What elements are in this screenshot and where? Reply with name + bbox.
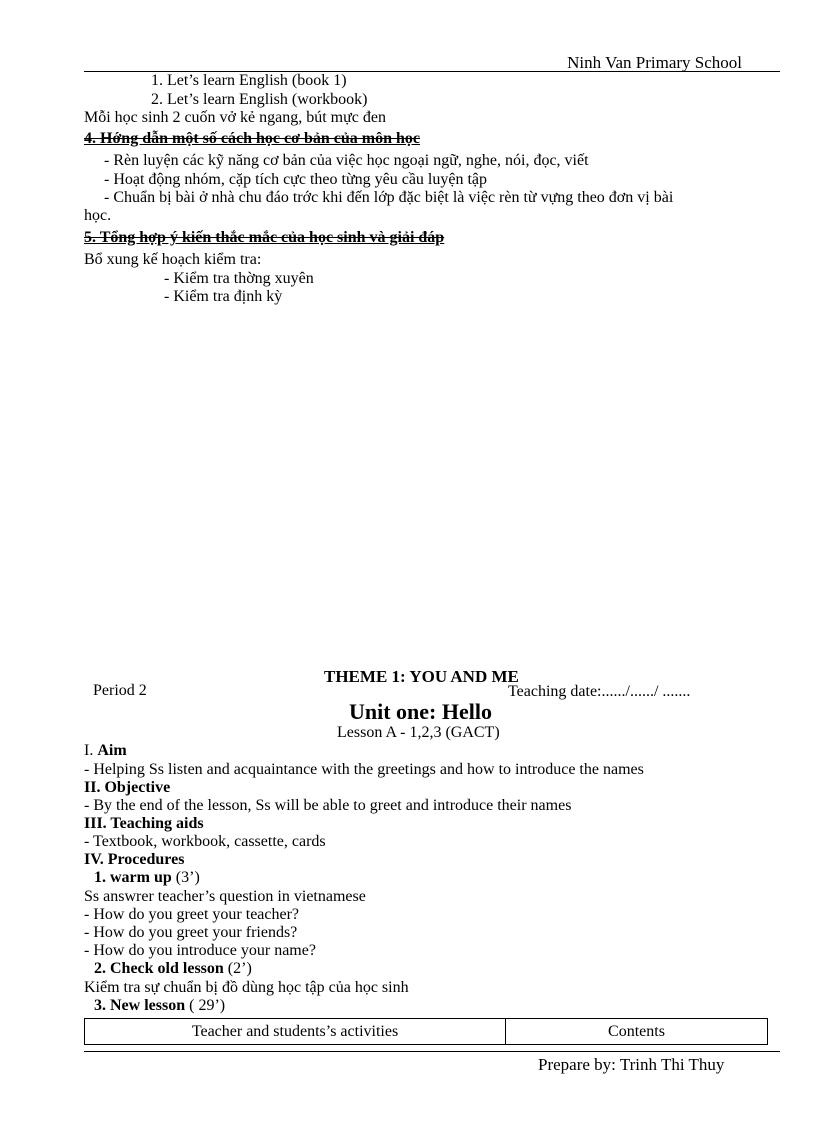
activities-table [84,1018,768,1045]
footer-rule [84,1051,780,1052]
theme-title: THEME 1: YOU AND ME [324,667,519,686]
section4-item: - Hoạt động nhóm, cặp tích cực theo từng yêu cầu luyện tập [104,171,488,188]
aids-heading: III. Teaching aids [84,815,204,832]
book-item: 1. Let’s learn English (book 1) [151,72,347,89]
book-item: 2. Let’s learn English (workbook) [151,91,368,108]
aids-text: - Textbook, workbook, cassette, cards [84,833,326,850]
objective-heading: II. Objective [84,779,171,796]
warmup-intro: Ss answrer teacher’s question in vietnamese [84,888,366,905]
section4-item: học. [84,207,112,224]
section5-item: - Kiểm tra thờng xuyên [164,270,314,287]
lesson-line: Lesson A - 1,2,3 (GACT) [337,724,500,741]
section4-item: - Rèn luyện các kỹ năng cơ bản của việc học ngoại ngữ, nghe, nói, đọc, viết [104,152,589,169]
check-heading [94,960,252,978]
warmup-time: (3’) [171,869,200,886]
section4-heading: 4. Hớng dẫn một số cách học cơ bản của môn học [84,130,420,147]
section4-item: - Chuẩn bị bài ở nhà chu đáo trớc khi đến lớp đặc biệt là việc rèn từ vựng theo đơn vị bài [104,189,674,206]
section5-intro: Bổ xung kế hoạch kiểm tra: [84,251,262,268]
school-name: Ninh Van Primary School [567,53,742,72]
period-label: Period 2 [93,682,147,699]
objective-text: - By the end of the lesson, Ss will be able to greet and introduce their names [84,797,572,814]
warmup-question: - How do you introduce your name? [84,942,316,959]
procedures-heading: IV. Procedures [84,851,185,868]
warmup-question: - How do you greet your friends? [84,924,298,941]
aim-heading [84,742,127,760]
aim-number: I. [84,742,94,759]
new-lesson-time: ( 29’) [185,997,226,1014]
check-text: Kiểm tra sự chuẩn bị đồ dùng học tập của học sinh [84,979,409,996]
aim-text: - Helping Ss listen and acquaintance with the greetings and how to introduce the names [84,761,644,778]
new-lesson-title: 3. New lesson [94,997,186,1014]
check-title: 2. Check old lesson [94,960,224,977]
section5-heading: 5. Tổng hợp ý kiến thắc mắc của học sinh và giải đáp [84,229,445,246]
warmup-heading [94,869,200,887]
check-time: (2’) [223,960,252,977]
warmup-title: 1. warm up [94,869,172,886]
prepared-by: Prepare by: Trinh Thi Thuy [538,1055,725,1074]
aim-title: Aim [97,742,127,759]
unit-title: Unit one: Hello [349,699,492,724]
materials-note: Mỗi học sinh 2 cuốn vở kẻ ngang, bút mực đen [84,109,386,126]
table-header-activities: Teacher and students’s activities [85,1019,506,1044]
section5-item: - Kiểm tra định kỳ [164,288,283,305]
warmup-question: - How do you greet your teacher? [84,906,300,923]
new-lesson-heading [94,997,225,1015]
table-header-contents: Contents [608,1022,665,1040]
teaching-date: Teaching date:....../....../ ....... [508,683,691,700]
